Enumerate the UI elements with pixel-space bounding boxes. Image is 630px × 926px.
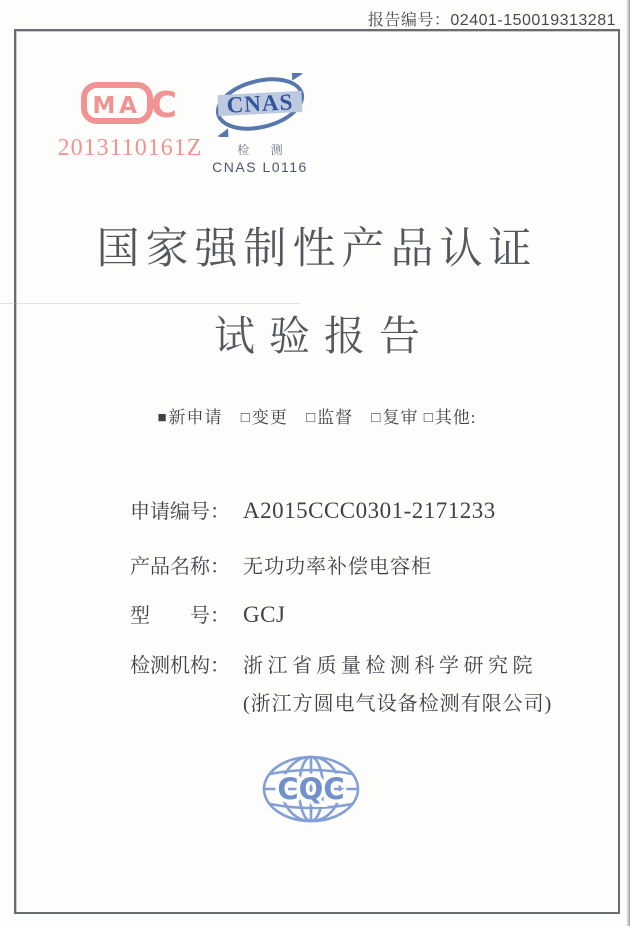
report-number-value: 02401-150019313281 <box>450 12 616 29</box>
checkbox-empty-icon: □ <box>306 410 317 426</box>
svg-text:CNAS: CNAS <box>226 89 294 118</box>
cnas-logo-icon <box>213 73 307 137</box>
report-number <box>368 7 616 30</box>
svg-text:CQC: CQC <box>277 772 345 806</box>
scan-edge <box>626 0 630 926</box>
checkbox-new-application: ■新申请 <box>157 408 223 427</box>
cnas-caption-cn: 检 测 <box>237 143 292 157</box>
checkbox-filled-icon: ■ <box>157 410 168 426</box>
field-test-agency <box>130 649 552 716</box>
field-label: 型 号： <box>130 605 230 627</box>
field-model <box>130 599 285 628</box>
checkbox-empty-icon: □ <box>240 410 251 426</box>
model-value: GCJ <box>243 602 286 627</box>
cnas-logo-block <box>208 73 312 175</box>
checkbox-empty-icon: □ <box>371 410 382 426</box>
test-agency-value-line2: (浙江方圆电气设备检测有限公司) <box>243 693 553 715</box>
checkbox-supervision: □监督 <box>306 408 354 427</box>
cma-certificate-number: 2013110161Z <box>57 135 203 161</box>
field-application-number <box>130 495 496 524</box>
scan-artifact-line <box>0 303 300 304</box>
field-label: 检测机构： <box>130 655 230 677</box>
document-title-line2: 试验报告 <box>214 313 434 359</box>
product-name-value: 无功功率补偿电容柜 <box>243 556 432 578</box>
report-number-label: 报告编号： <box>367 12 451 29</box>
cma-logo-block <box>50 81 210 162</box>
application-type-row <box>16 403 618 428</box>
cqc-globe-icon <box>259 753 363 827</box>
svg-text:M: M <box>92 93 116 119</box>
svg-text:A: A <box>119 93 137 119</box>
test-agency-value: 浙江省质量检测科学研究院 <box>243 655 537 677</box>
svg-text:C: C <box>150 85 178 125</box>
field-label: 产品名称： <box>130 556 230 578</box>
application-number-value: A2015CCC0301-2171233 <box>243 498 496 523</box>
checkbox-empty-icon: □ <box>423 410 434 426</box>
cqc-logo-block <box>259 753 363 832</box>
checkbox-other: □其他: <box>423 408 477 427</box>
cnas-accreditation-code: CNAS L0116 <box>212 159 308 175</box>
checkbox-review: □复审 <box>371 408 419 427</box>
document-border-frame <box>14 29 620 914</box>
checkbox-change: □变更 <box>240 408 288 427</box>
field-product-name <box>130 550 432 579</box>
field-label: 申请编号： <box>130 501 230 523</box>
cma-logo-icon <box>80 81 180 125</box>
document-title-line1: 国家强制性产品认证 <box>96 226 538 273</box>
